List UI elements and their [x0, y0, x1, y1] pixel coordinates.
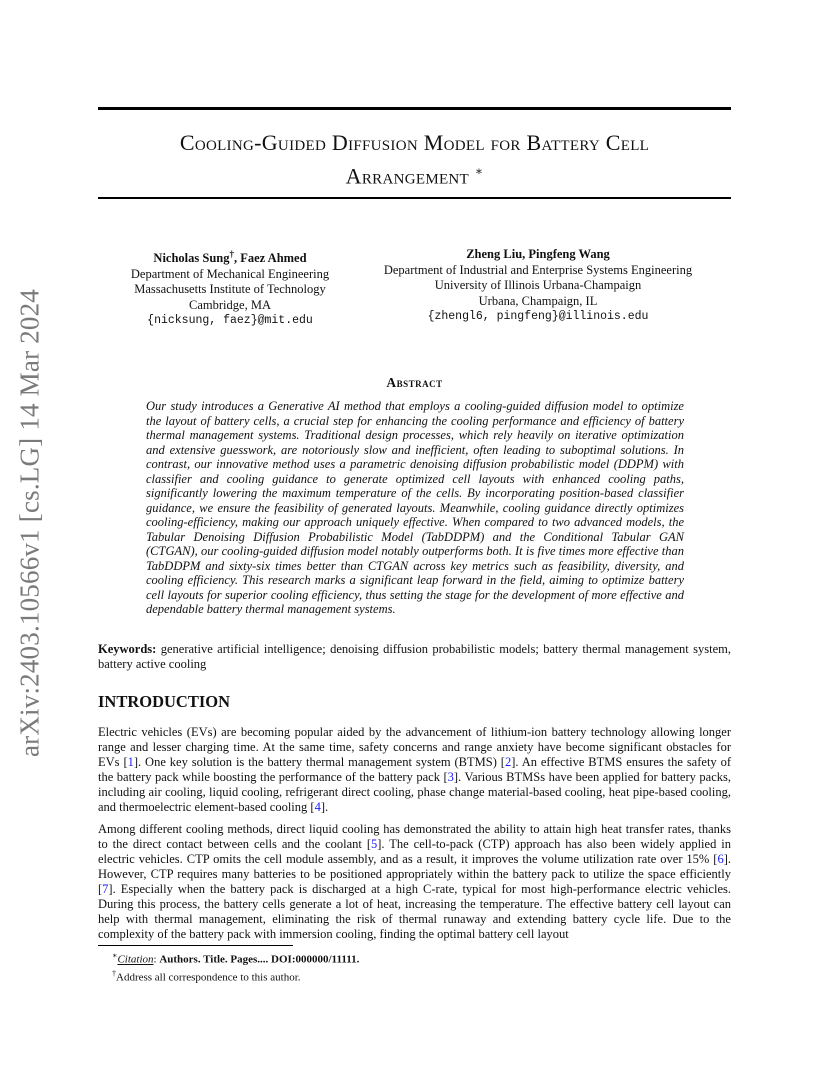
author-institution: Massachusetts Institute of Technology [134, 282, 326, 297]
citation-label: Citation [117, 953, 154, 966]
keywords-text: generative artificial intelligence; denoising diffusion probabilistic models; battery thermal management system, battery active cooling [98, 642, 732, 671]
citation-link[interactable]: 4 [314, 800, 321, 814]
citation-link[interactable]: 5 [371, 837, 378, 851]
title-top-rule [98, 107, 731, 110]
title-line-1: Cooling-Guided Diffusion Model for Battery Cell [179, 130, 650, 155]
author-department: Department of Mechanical Engineering [130, 266, 330, 281]
footnote-correspondence: †Address all correspondence to this author. [112, 969, 301, 984]
author-location: Cambridge, MA [189, 297, 271, 312]
author-email: {zhengl6, pingfeng}@illinois.edu [427, 310, 649, 323]
paragraph-text: ]. Especially when the battery pack is discharged at a high C-rate, typical for most high-performance electric vehicles. During this process, the battery cells generate a lot of heat, increasing the temperature. The effective battery cell layout can help with thermal management, eliminating the risk of thermal runaway and extending battery cycle life. Due to the complexity of the battery pack with immersion cooling, finding the optimal battery cell layout [98, 882, 731, 941]
title-footnote-mark: ∗ [474, 164, 484, 178]
citation-text: Authors. Title. Pages.... DOI:000000/11111. [159, 953, 360, 966]
citation-link[interactable]: 7 [102, 882, 109, 896]
paragraph-text: Among different cooling methods, direct liquid cooling has demonstrated the ability to attain high heat transfer rates, thanks to the direct contact between cells and the coolant [ [98, 822, 731, 851]
footnotes [112, 949, 732, 985]
keywords [98, 642, 731, 672]
paragraph-text: ]. However, CTP requires many batteries to be positioned appropriately within the battery pack to utilize the space efficiently [ [98, 852, 731, 896]
citation-link[interactable]: 2 [504, 755, 512, 769]
paragraph-text: ]. One key solution is the battery thermal management system (BTMS) [ [133, 755, 505, 769]
correspondence-mark: † [229, 249, 234, 259]
paragraph-text: Electric vehicles (EVs) are becoming popular aided by the advancement of lithium-ion battery technology allowing longer range and lesser charging time. At the same time, safety concerns and range anxiety have become significant obstacles for EVs [ [98, 725, 731, 769]
paragraph-text: ]. Various BTMSs have been applied for battery packs, including air cooling, liquid cooling, refrigerant direct cooling, phase change material-based cooling, heat pipe-based cooling, and thermoelectric element-based cooling [ [98, 770, 731, 814]
abstract-heading: Abstract [386, 375, 443, 390]
paper-title [98, 128, 731, 190]
footnote-rule [98, 945, 293, 946]
footnote-citation: ∗Citation: Authors. Title. Pages.... DOI:000000/11111. [112, 951, 360, 966]
author-department: Department of Industrial and Enterprise Systems Engineering [383, 262, 693, 277]
introduction-heading: INTRODUCTION [98, 692, 231, 711]
title-bottom-rule [98, 197, 731, 199]
author-names: Zheng Liu, Pingfeng Wang [466, 247, 610, 261]
citation-link[interactable]: 1 [127, 755, 134, 769]
arxiv-sidebar [10, 283, 50, 763]
author-email: {nicksung, faez}@mit.edu [147, 314, 313, 328]
introduction-paragraph-1 [98, 725, 731, 815]
introduction-paragraph-2 [98, 822, 731, 942]
paragraph-text: ]. An effective BTMS ensures the safety of the battery pack while boosting the performance of the battery pack [ [98, 755, 731, 784]
author-names: Nicholas Sung†, Faez Ahmed [153, 249, 307, 266]
author-block-mit [110, 247, 350, 329]
title-line-2: Arrangement ∗ [345, 163, 484, 189]
paragraph-text: ]. The cell-to-pack (CTP) approach has also been widely applied in electric vehicles. CTP omits the cell module assembly, and as a result, it improves the volume utilization rate over 15% [ [98, 837, 731, 866]
citation-link[interactable]: 6 [717, 852, 724, 866]
keywords-label: Keywords: [98, 642, 157, 656]
paragraph-text: ]. [320, 800, 329, 814]
author-block-uiuc [360, 247, 716, 325]
author-institution: University of Illinois Urbana-Champaign [434, 278, 642, 292]
abstract-text: Our study introduces a Generative AI method that employs a cooling-guided diffusion model to optimize the layout of battery cells, a crucial step for enhancing the cooling performance and efficiency of battery thermal management systems. Traditional design processes, which rely heavily on iterative optimization and extensive guesswork, are notoriously slow and inefficient, often leading to suboptimal solutions. In contrast, our innovative method uses a parametric denoising diffusion probabilistic model (DDPM) with classifier and cooling guidance to generate optimized cell layouts with enhanced cooling paths, significantly lowering the maximum temperature of the cells. By incorporating position-based classifier guidance, we ensure the feasibility of generated layouts. Meanwhile, cooling guidance directly optimizes cooling-efficiency, making our approach uniquely effective. When compared to two advanced models, the Tabular Denoising Diffusion Probabilistic Model (TabDDPM) and the Conditional Tabular GAN (CTGAN), our cooling-guided diffusion model notably outperforms both. It is five times more effective than TabDDPM and sixty-six times better than CTGAN across key metrics such as feasibility, diversity, and cooling efficiency. This research marks a significant leap forward in the field, aiming to optimize battery cell layouts for superior cooling efficiency, thus setting the stage for the development of more effective and dependable battery thermal management systems. [146, 399, 684, 616]
author-location: Urbana, Champaign, IL [478, 293, 598, 308]
citation-link[interactable]: 3 [447, 770, 454, 784]
arxiv-identifier: arXiv:2403.10566v1 [cs.LG] 14 Mar 2024 [14, 288, 45, 758]
